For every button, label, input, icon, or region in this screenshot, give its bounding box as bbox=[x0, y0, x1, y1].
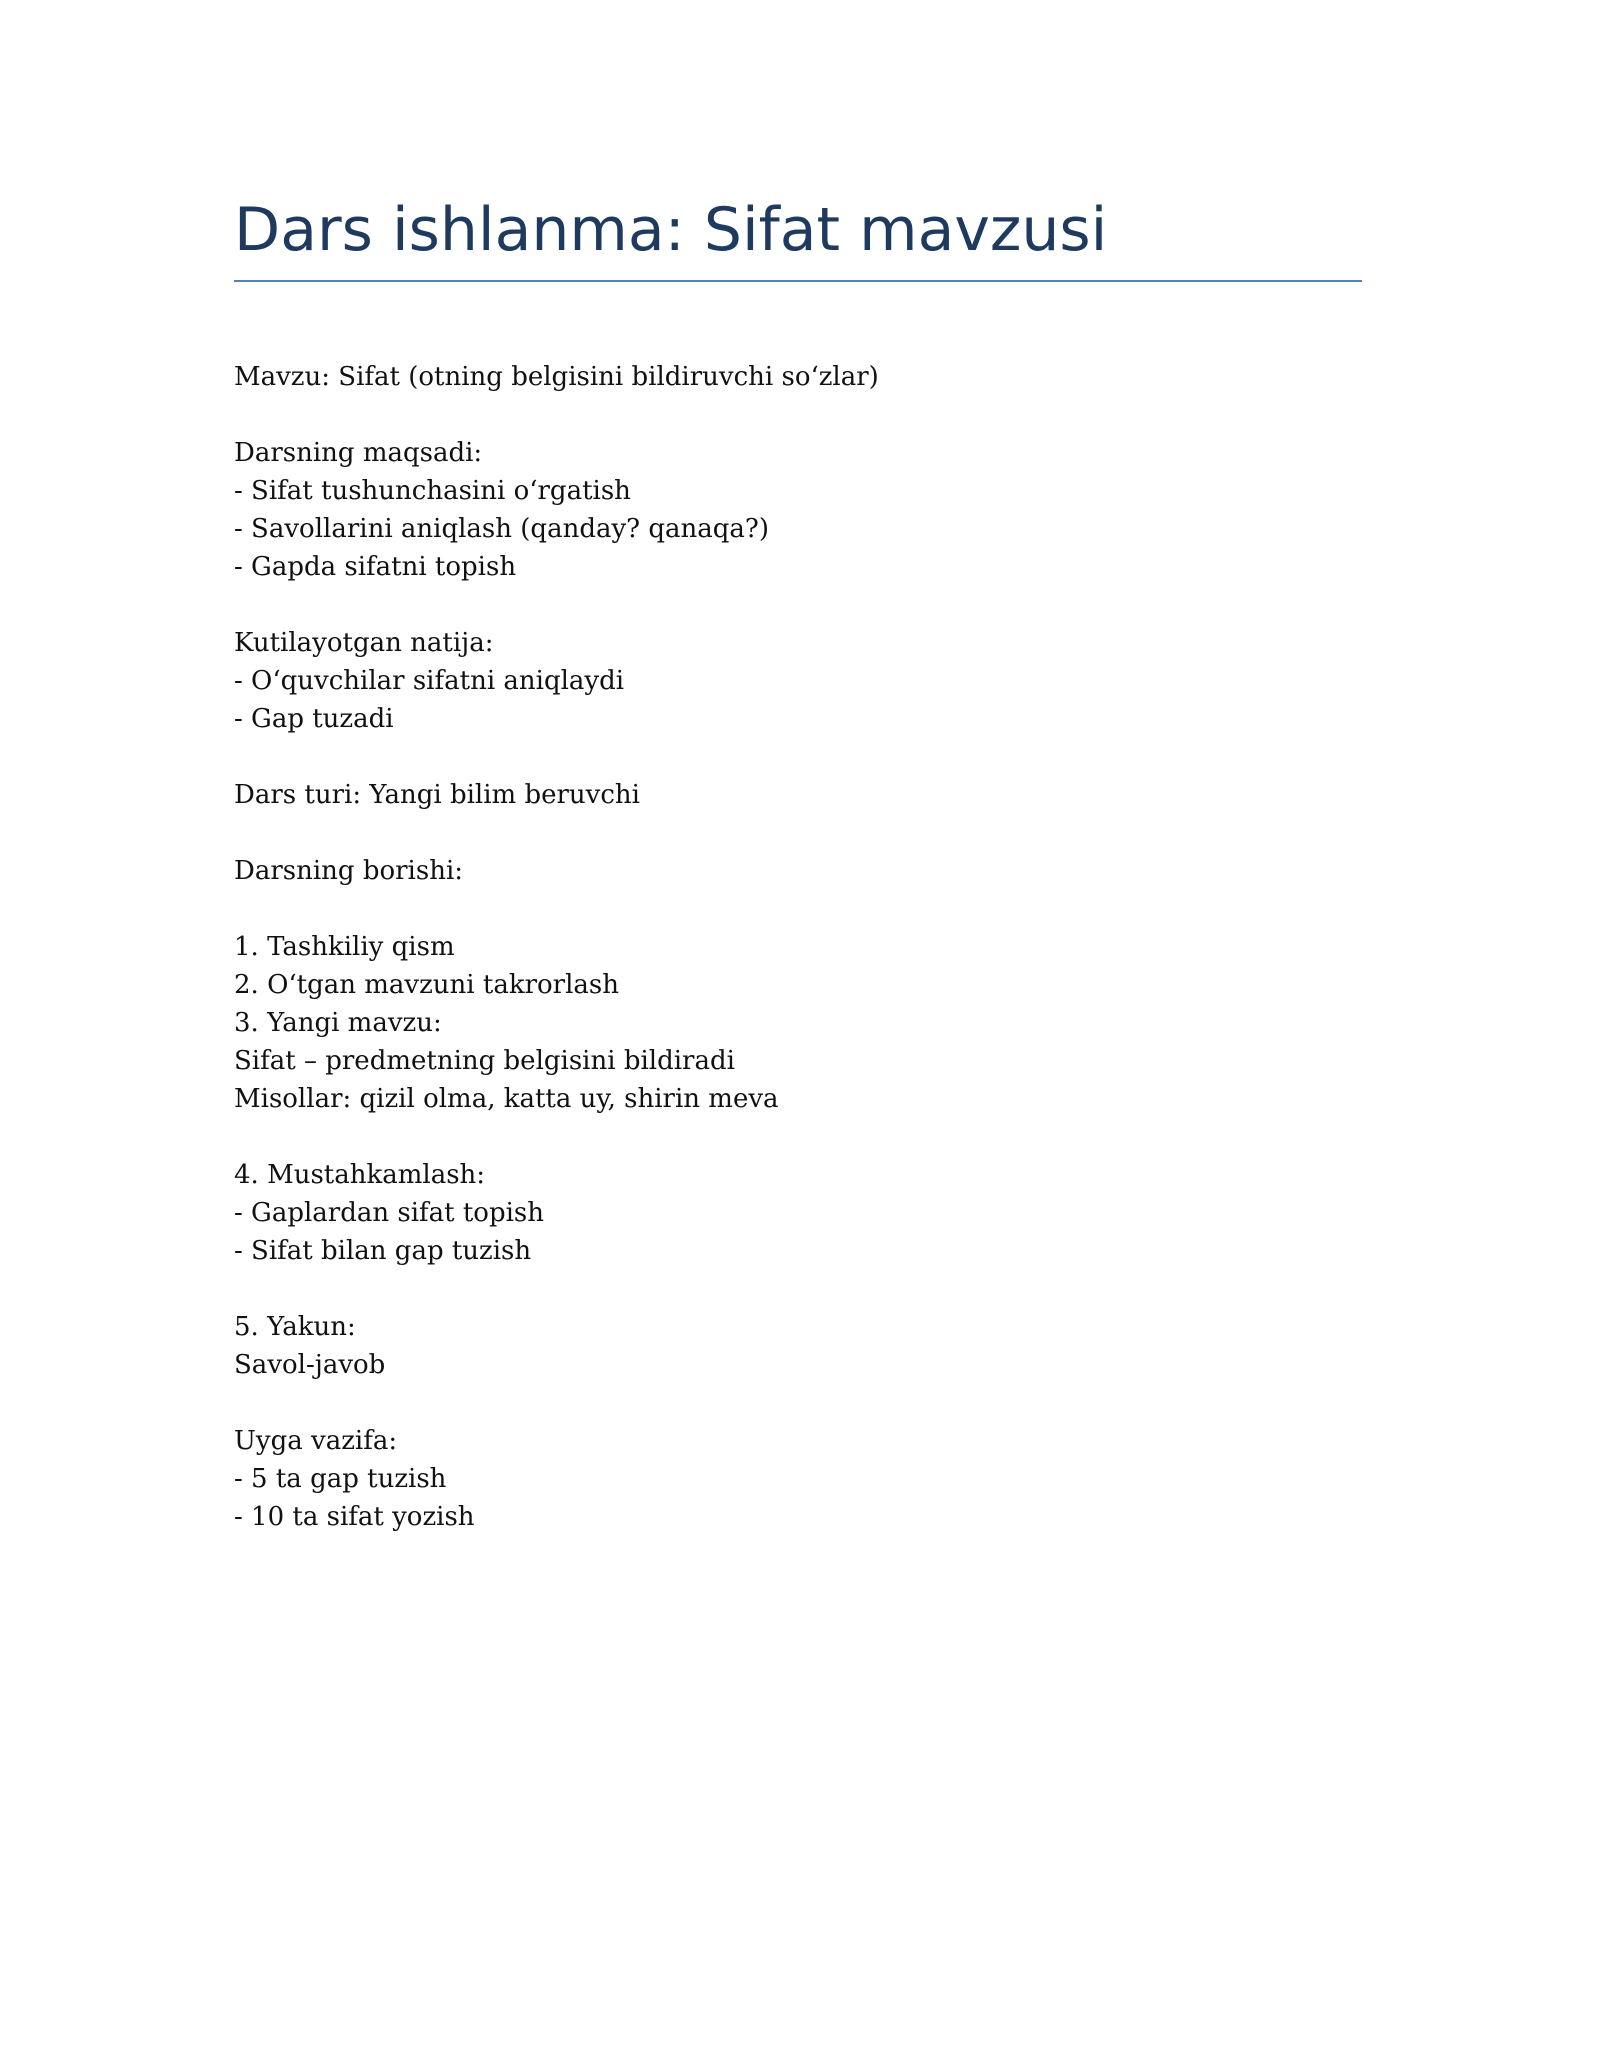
homework-item: - 10 ta sifat yozish bbox=[234, 1502, 475, 1532]
homework-heading: Uyga vazifa: bbox=[234, 1426, 398, 1456]
topic-line: Mavzu: Sifat (otning belgisini bildiruvchi so‘zlar) bbox=[234, 362, 879, 392]
step-subitem: Savol-javob bbox=[234, 1350, 386, 1380]
title-underline bbox=[234, 280, 1362, 282]
goal-heading: Darsning maqsadi: bbox=[234, 438, 483, 468]
blank-line bbox=[234, 814, 1362, 852]
process-heading: Darsning borishi: bbox=[234, 856, 464, 886]
result-item: - O‘quvchilar sifatni aniqlaydi bbox=[234, 666, 625, 696]
result-heading: Kutilayotgan natija: bbox=[234, 628, 494, 658]
step-subitem: - Sifat bilan gap tuzish bbox=[234, 1236, 532, 1266]
result-item: - Gap tuzadi bbox=[234, 704, 394, 734]
step-item: 5. Yakun: bbox=[234, 1312, 356, 1342]
goal-item: - Savollarini aniqlash (qanday? qanaqa?) bbox=[234, 514, 769, 544]
blank-line bbox=[234, 1270, 1362, 1308]
blank-line bbox=[234, 1118, 1362, 1156]
blank-line bbox=[234, 738, 1362, 776]
goal-item: - Gapda sifatni topish bbox=[234, 552, 517, 582]
goal-item: - Sifat tushunchasini o‘rgatish bbox=[234, 476, 631, 506]
definition-line: Sifat – predmetning belgisini bildiradi bbox=[234, 1046, 735, 1076]
step-item: 1. Tashkiliy qism bbox=[234, 932, 455, 962]
step-item: 2. O‘tgan mavzuni takrorlash bbox=[234, 970, 619, 1000]
step-item: 4. Mustahkamlash: bbox=[234, 1160, 486, 1190]
step-subitem: - Gaplardan sifat topish bbox=[234, 1198, 545, 1228]
blank-line bbox=[234, 586, 1362, 624]
homework-item: - 5 ta gap tuzish bbox=[234, 1464, 447, 1494]
document-title: Dars ishlanma: Sifat mavzusi bbox=[234, 195, 1108, 265]
examples-line: Misollar: qizil olma, katta uy, shirin meva bbox=[234, 1084, 779, 1114]
lesson-type-line: Dars turi: Yangi bilim beruvchi bbox=[234, 780, 640, 810]
blank-line bbox=[234, 890, 1362, 928]
document-body bbox=[234, 358, 1362, 1536]
blank-line bbox=[234, 1384, 1362, 1422]
step-item: 3. Yangi mavzu: bbox=[234, 1008, 442, 1038]
blank-line bbox=[234, 396, 1362, 434]
